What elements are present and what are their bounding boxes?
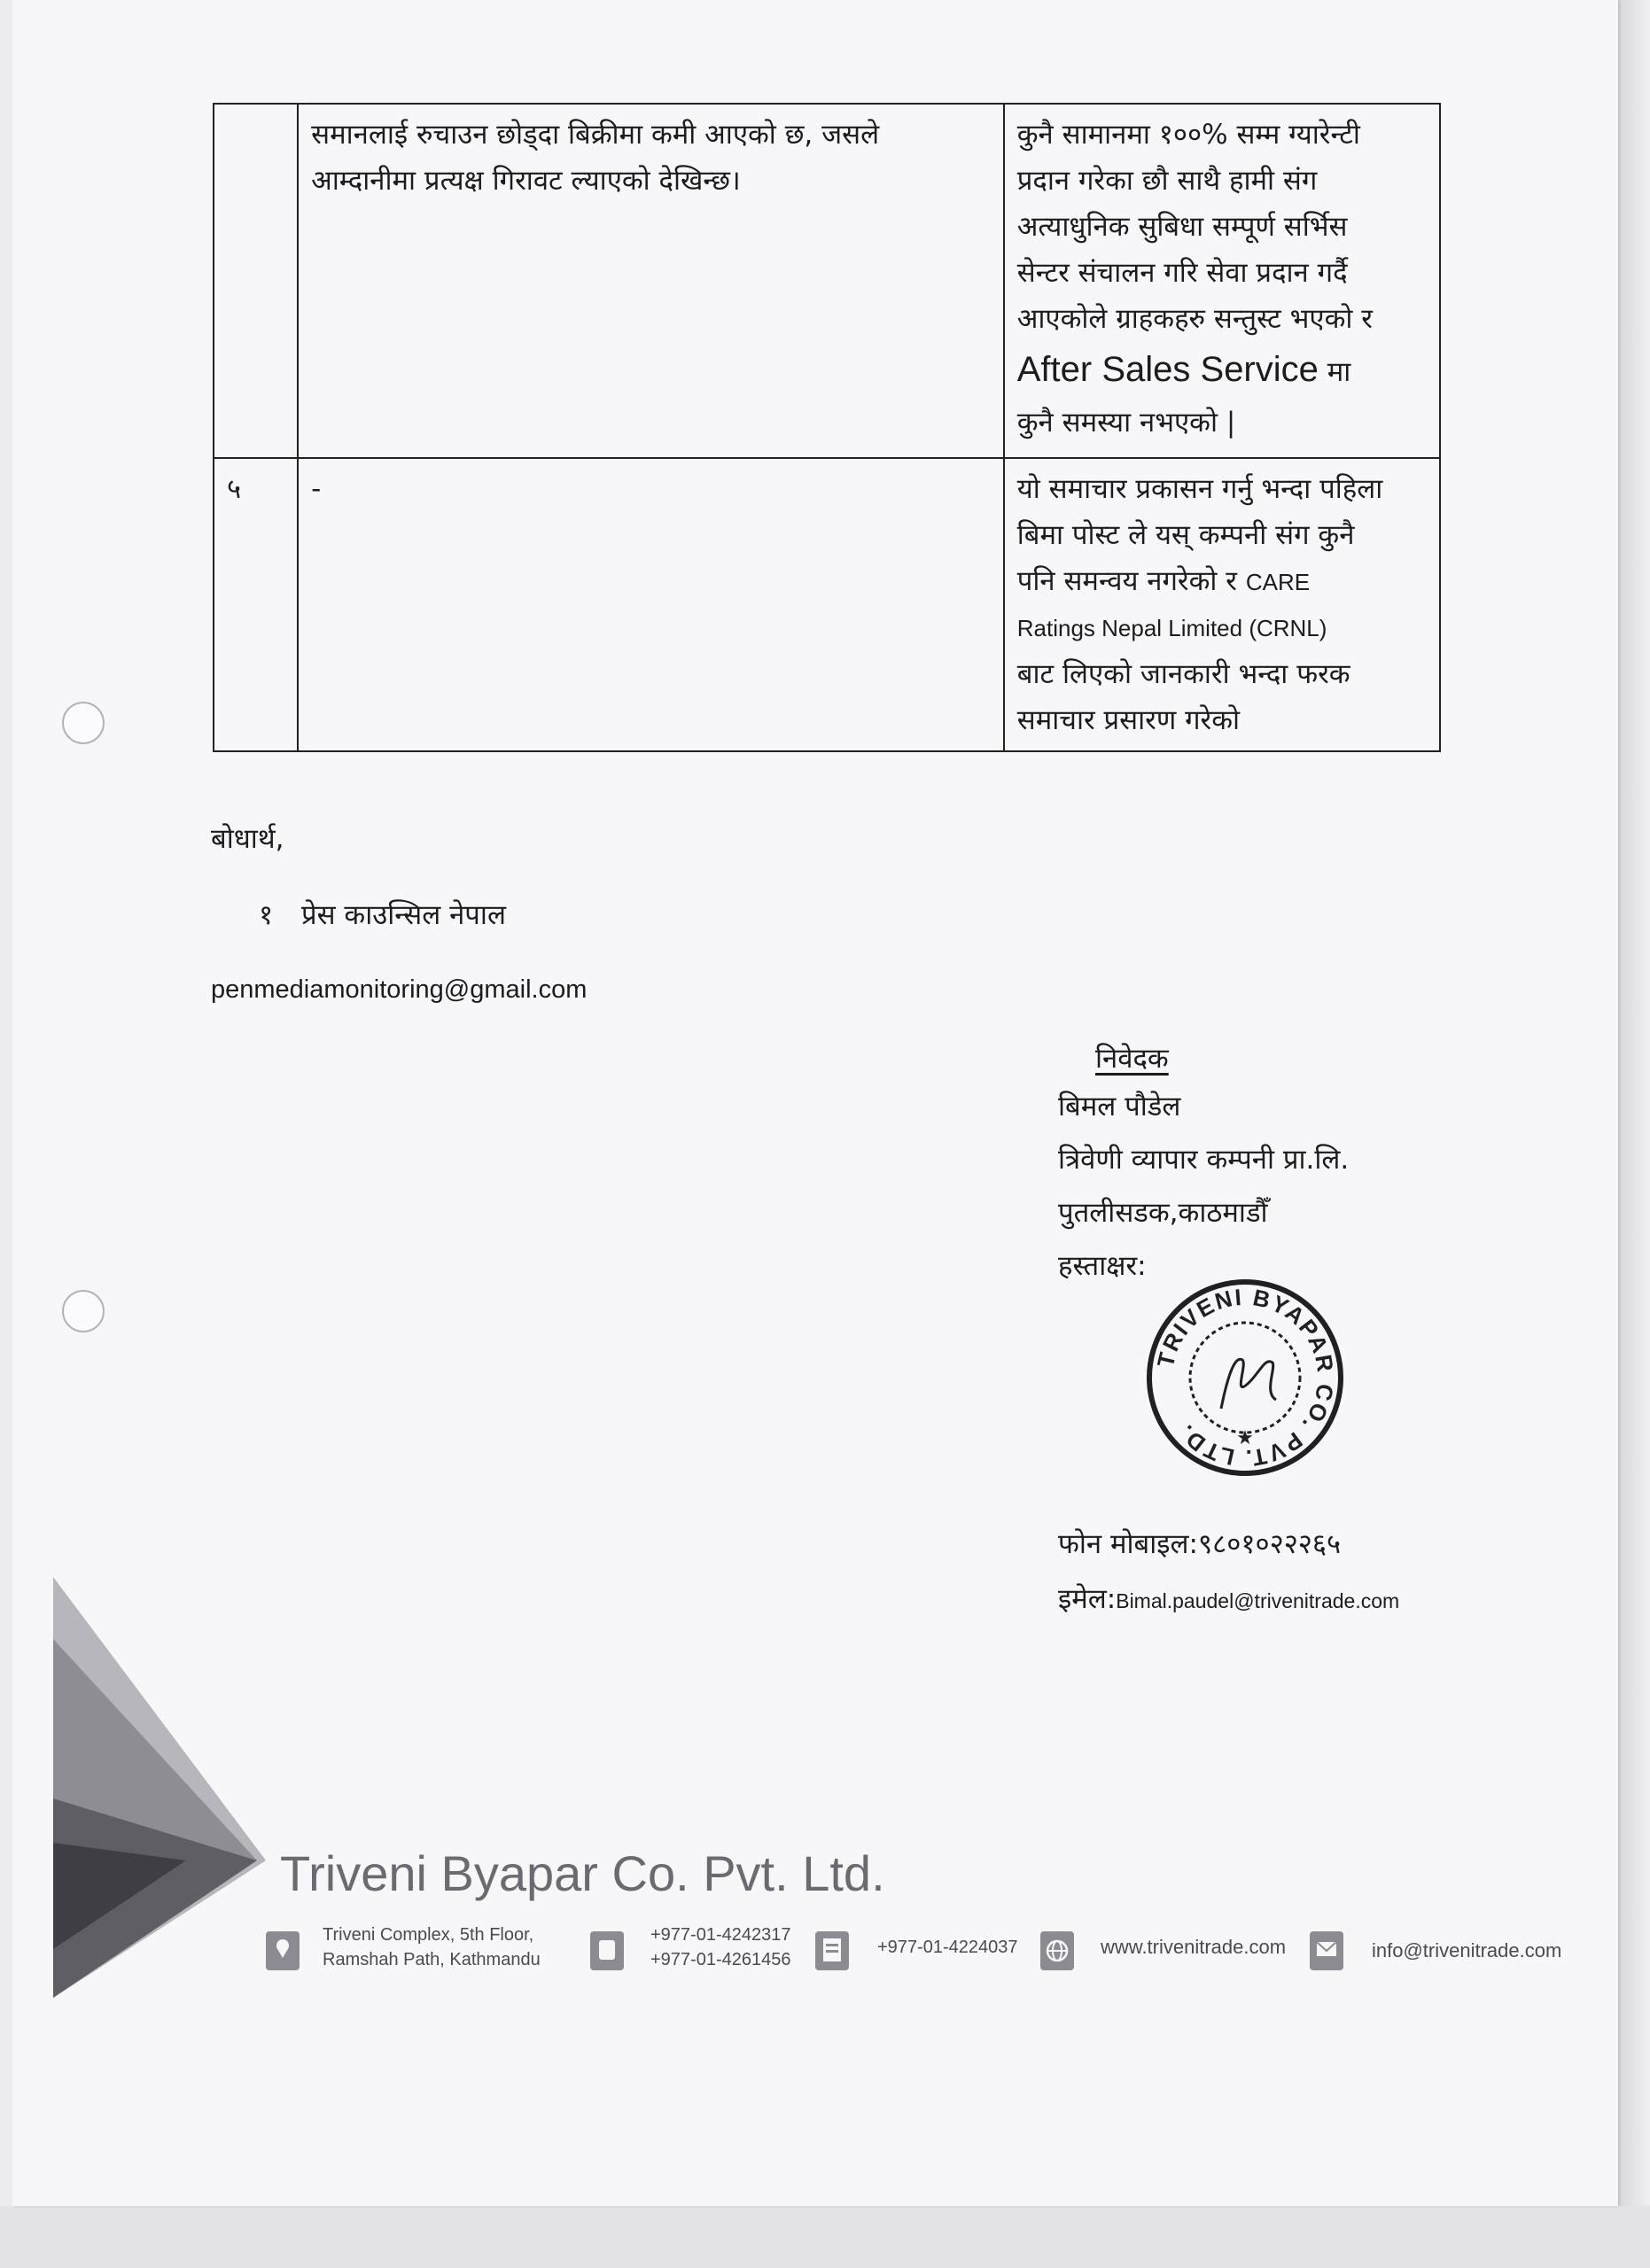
response-line-dev: पनि समन्वय नगरेको र bbox=[1016, 565, 1246, 597]
stamp-text: TRIVENI BYAPAR CO. PVT. LTD. bbox=[1151, 1283, 1340, 1472]
punch-hole-bottom bbox=[62, 1290, 105, 1332]
issue-cell: - bbox=[298, 458, 1004, 751]
svg-text:★: ★ bbox=[1236, 1427, 1254, 1449]
signatory-company: त्रिवेणी व्यापार कम्पनी प्रा.लि. bbox=[1058, 1144, 1350, 1176]
care-text: CARE bbox=[1245, 569, 1311, 595]
response-line: बिमा पोस्ट ले यस् कम्पनी संग कुनै bbox=[1016, 519, 1355, 551]
cc-email: penmediamonitoring@gmail.com bbox=[211, 975, 588, 1004]
fax-icon bbox=[813, 1928, 851, 1972]
signatory-email-value: Bimal.paudel@trivenitrade.com bbox=[1116, 1589, 1400, 1612]
signatory-phone: फोन मोबाइल:९८०१०२२२६५ bbox=[1058, 1528, 1342, 1560]
response-cell bbox=[1004, 104, 1440, 458]
signatory-address: पुतलीसडक,काठमाडौँ bbox=[1058, 1197, 1268, 1229]
company-stamp bbox=[1143, 1276, 1347, 1480]
crnl-text: Ratings Nepal Limited (CRNL) bbox=[1016, 615, 1327, 641]
signatory-name: बिमल पौडेल bbox=[1058, 1091, 1181, 1122]
response-line: बाट लिएको जानकारी भन्दा फरक bbox=[1016, 658, 1350, 690]
footer-address-line: Ramshah Path, Kathmandu bbox=[323, 1950, 541, 1969]
response-line: प्रदान गरेका छौ साथै हामी संग bbox=[1016, 165, 1318, 197]
location-icon bbox=[264, 1928, 301, 1972]
response-line: कुनै सामानमा १००% सम्म ग्यारेन्टी bbox=[1016, 119, 1360, 151]
footer-website: www.trivenitrade.com bbox=[1101, 1936, 1287, 1958]
cc-item-number: १ bbox=[259, 899, 274, 931]
response-line bbox=[1017, 558, 1427, 605]
footer-phone: +977-01-4261456 bbox=[650, 1950, 791, 1969]
footer-fax: +977-01-4224037 bbox=[877, 1938, 1018, 1957]
cc-item bbox=[259, 893, 506, 937]
response-line: आएकोले ग्राहकहरु सन्तुस्ट भएको र bbox=[1016, 303, 1373, 335]
email-label: इमेल: bbox=[1058, 1583, 1117, 1615]
footer-email: info@trivenitrade.com bbox=[1372, 1939, 1562, 1961]
punch-hole-top bbox=[62, 702, 105, 744]
row-number-cell: ५ bbox=[214, 458, 298, 751]
mail-icon bbox=[1308, 1928, 1345, 1972]
response-line bbox=[1017, 342, 1427, 400]
table-row bbox=[214, 104, 1440, 458]
cc-heading: बोधार्थ, bbox=[211, 823, 284, 855]
response-line: यो समाचार प्रकासन गर्नु भन्दा पहिला bbox=[1016, 473, 1383, 505]
cc-item-text: प्रेस काउन्सिल नेपाल bbox=[300, 899, 506, 931]
response-line: कुनै समस्या नभएको | bbox=[1016, 407, 1236, 439]
scanner-bed-strip bbox=[0, 2206, 1650, 2268]
footer-phone: +977-01-4242317 bbox=[650, 1925, 791, 1945]
table-row bbox=[214, 458, 1440, 751]
response-table bbox=[213, 103, 1441, 752]
response-cell bbox=[1004, 458, 1440, 751]
page-edge-shadow bbox=[1618, 0, 1650, 2268]
footer-address bbox=[323, 1922, 541, 1972]
company-logo bbox=[53, 1577, 266, 1998]
response-line: अत्याधुनिक सुबिधा सम्पूर्ण सर्भिस bbox=[1016, 211, 1348, 243]
after-sales-service-text: After Sales Service bbox=[1016, 350, 1319, 389]
footer-phones bbox=[650, 1922, 790, 1972]
response-line: सेन्टर संचालन गरि सेवा प्रदान गर्दै bbox=[1016, 257, 1348, 289]
footer-address-line: Triveni Complex, 5th Floor, bbox=[323, 1925, 534, 1945]
response-line: समाचार प्रसारण गरेको bbox=[1016, 704, 1241, 736]
signature-label: हस्ताक्षर: bbox=[1058, 1250, 1147, 1282]
signatory-title: निवेदक bbox=[1095, 1043, 1169, 1075]
signatory-email bbox=[1058, 1577, 1399, 1623]
issue-cell: समानलाई रुचाउन छोड्दा बिक्रीमा कमी आएको छ, जसले आम्दानीमा प्रत्यक्ष गिरावट ल्याएको देखिन्छ। bbox=[298, 104, 1004, 458]
response-line-suffix: मा bbox=[1318, 356, 1351, 388]
footer-company-name: Triveni Byapar Co. Pvt. Ltd. bbox=[280, 1845, 885, 1901]
handwritten-signature bbox=[1221, 1359, 1276, 1409]
row-number-cell bbox=[214, 104, 298, 458]
globe-icon bbox=[1039, 1928, 1076, 1972]
phone-icon bbox=[588, 1928, 626, 1972]
